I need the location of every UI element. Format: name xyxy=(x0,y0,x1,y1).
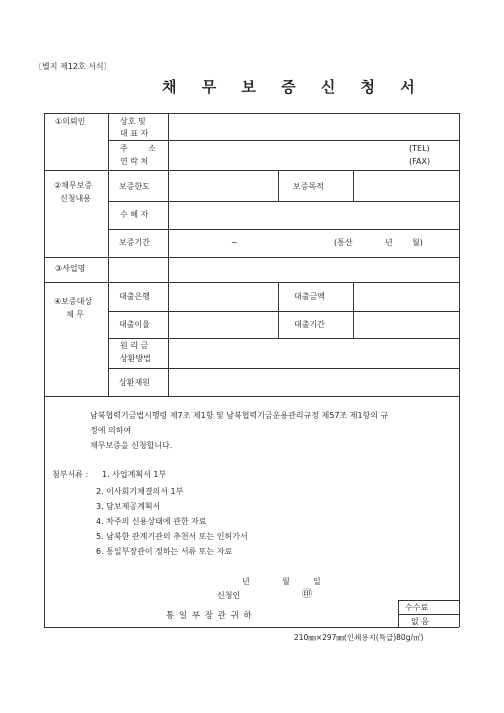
tel-label: (TEL) xyxy=(409,144,430,153)
applicant-section-label: ①의뢰인 xyxy=(55,117,86,126)
statement-line-2: 정에 의하여 xyxy=(90,426,132,435)
fax-label: (FAX) xyxy=(409,157,431,166)
date-year-label: 년 xyxy=(242,577,250,586)
loan-rate-label: 대출이율 xyxy=(119,320,150,329)
fee-value: 없 음 xyxy=(411,617,429,626)
page-title: 채 무 보 증 신 청 서 xyxy=(162,78,425,96)
period-month-label: 월) xyxy=(412,238,423,247)
loan-amount-label: 대출금액 xyxy=(294,292,325,301)
paper-spec: 210㎜×297㎜(인쇄용지(특급)80g/㎡) xyxy=(294,633,424,642)
attachment-item: 5. 남북한 관계기관의 추천서 또는 인허가서 xyxy=(96,532,248,541)
recipient-label: 통 일 부 장 관 귀 하 xyxy=(166,611,253,621)
form-reference: 〔별지 제12호 서식〕 xyxy=(34,62,112,71)
period-total-label: (통산 xyxy=(334,238,353,247)
attachment-item: 1. 사업계획서 1부 xyxy=(102,470,167,479)
repayment-source-label: 상환재원 xyxy=(119,378,150,387)
period-year-label: 년 xyxy=(385,238,393,247)
beneficiary-label: 수 혜 자 xyxy=(120,210,149,219)
period-dash: ~ xyxy=(231,238,238,247)
applicant-signature-label: 신청인 xyxy=(217,591,241,600)
guarantee-period-label: 보증기간 xyxy=(119,238,150,247)
debt-section-label-2: 채 무 xyxy=(66,310,84,319)
repayment-method-label-2: 상환방법 xyxy=(120,354,151,363)
guarantee-section-label-1: ②채무보증 xyxy=(54,181,93,190)
guarantee-limit-label: 보증한도 xyxy=(119,182,150,191)
repayment-method-label-1: 원 리 금 xyxy=(120,341,149,350)
address-label: 주 소 xyxy=(120,144,165,153)
date-day-label: 일 xyxy=(313,577,321,586)
seal-icon: ㊞ xyxy=(302,589,312,600)
company-name-label-2: 대 표 자 xyxy=(120,129,149,138)
date-month-label: 월 xyxy=(282,577,290,586)
attachment-item: 3. 담보제공계획서 xyxy=(96,502,161,511)
guarantee-purpose-label: 보증목적 xyxy=(293,182,324,191)
attachment-item: 6. 통일부장관이 정하는 서류 또는 자료 xyxy=(96,547,233,556)
loan-bank-label: 대출은행 xyxy=(119,292,150,301)
attachments-label: 첨부서류 : xyxy=(52,470,89,479)
guarantee-section-label-2: 신청내용 xyxy=(60,194,91,203)
attachment-item: 2. 이사회기채결의서 1부 xyxy=(96,487,184,496)
company-name-label-1: 상호 및 xyxy=(120,117,146,126)
loan-term-label: 대출기간 xyxy=(294,320,325,329)
debt-section-label-1: ④보증대상 xyxy=(54,297,93,306)
contact-label: 연 락 처 xyxy=(120,157,149,166)
fee-label: 수수료 xyxy=(405,603,429,612)
statement-line-3: 채무보증을 신청합니다. xyxy=(90,441,173,450)
attachment-item: 4. 차주의 신용상태에 관한 자료 xyxy=(96,517,207,526)
business-section-label: ③사업명 xyxy=(55,264,86,273)
statement-line-1: 남북협력기금법시행령 제7조 제1항 및 남북협력기금운용관리규정 제57조 제1항의 규 xyxy=(90,411,389,420)
